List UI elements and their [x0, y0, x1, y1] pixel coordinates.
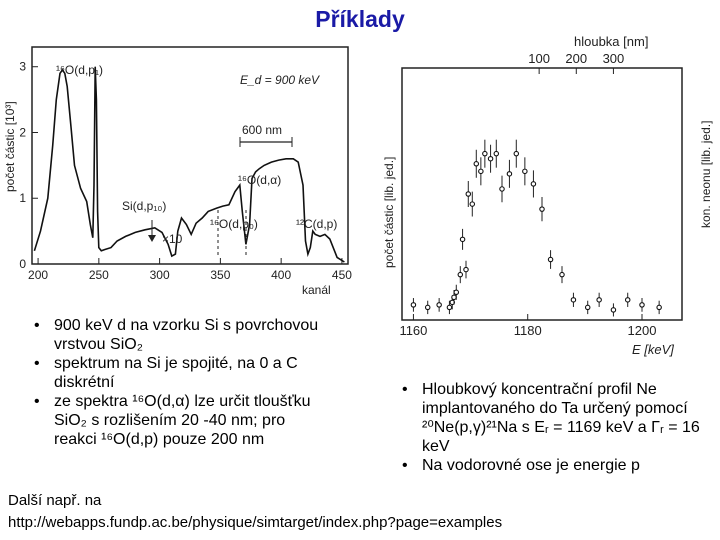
- x-axis-label: E [keV]: [632, 342, 674, 357]
- data-point: [460, 237, 464, 241]
- y-axis-label: počet částic [10³]: [3, 101, 17, 192]
- x-axis-label: kanál: [302, 283, 331, 297]
- data-point: [640, 303, 644, 307]
- reference-link[interactable]: http://webapps.fundp.ac.be/physique/simtarget/index.php?page=examples: [8, 514, 503, 531]
- x-tick-label: 1200: [627, 323, 657, 338]
- y-tick-label: 2: [19, 125, 26, 140]
- bullet-text: Na vodorovné ose je energie p: [422, 457, 640, 474]
- data-point: [464, 267, 468, 271]
- data-point: [500, 187, 504, 191]
- x-tick-label: 200: [28, 268, 49, 282]
- bullet-text: ze spektra ¹⁶O(d,α) lze určit tloušťku SiO₂ s rozlišením 20 -40 nm; pro reakci ¹⁶O(d,p) pouze 200 nm: [54, 393, 311, 448]
- x-tick-label: 350: [210, 268, 231, 282]
- top-tick-label: 100: [528, 51, 550, 66]
- bullet-item: [392, 380, 702, 456]
- data-point: [411, 303, 415, 307]
- bullet-item: [24, 392, 324, 449]
- note-text: Další např. na: [8, 492, 102, 509]
- depth-profile-plot: [362, 28, 718, 358]
- right-y-axis-label: kon. neonu [lib. jed.]: [699, 120, 713, 228]
- top-tick-label: 200: [565, 51, 588, 66]
- peak-label-c: ¹²C(d,p): [296, 217, 338, 231]
- data-point: [466, 192, 470, 196]
- arrow-head-icon: [148, 235, 156, 242]
- bullet-text: Hloubkový koncentrační profil Ne implantovaného do Ta určený pomocí ²⁰Ne(p,γ)²¹Na s Eᵣ = 1169 keV a Γᵣ = 16 keV: [422, 381, 700, 455]
- data-point: [488, 157, 492, 161]
- data-point: [657, 305, 661, 309]
- depth-profile-figure: [362, 28, 718, 358]
- data-point: [437, 303, 441, 307]
- peak-label-o-dp0: ¹⁶O(d,p₀): [210, 217, 258, 231]
- y-tick-label: 0: [19, 257, 26, 271]
- y-tick-label: 3: [19, 59, 26, 74]
- spectrum-plot: [2, 42, 358, 300]
- spectrum-curve: [34, 67, 344, 262]
- spectrum-figure: [2, 42, 358, 300]
- data-point: [540, 207, 544, 211]
- energy-label: E_d = 900 keV: [240, 73, 320, 87]
- peak-label-o-da: ¹⁶O(d,α): [238, 173, 282, 187]
- data-point: [470, 202, 474, 206]
- left-bullet-list: [24, 316, 324, 449]
- data-point: [560, 272, 564, 276]
- bullet-text: spektrum na Si je spojité, na 0 a C diskrétní: [54, 355, 298, 391]
- top-axis-label: hloubka [nm]: [574, 34, 649, 49]
- x-tick-label: 400: [271, 268, 292, 282]
- data-point: [611, 308, 615, 312]
- right-bullet-list: [392, 380, 702, 475]
- bullet-item: [24, 354, 324, 392]
- data-point: [514, 151, 518, 155]
- data-point: [483, 151, 487, 155]
- scale-label: 600 nm: [242, 123, 283, 137]
- data-point: [548, 257, 552, 261]
- data-point: [474, 162, 478, 166]
- data-point: [571, 298, 575, 302]
- data-point: [479, 169, 483, 173]
- bullet-item: [392, 456, 702, 475]
- top-tick-label: 300: [602, 51, 625, 66]
- x-tick-label: 1160: [399, 323, 428, 338]
- data-point: [586, 305, 590, 309]
- data-point: [523, 169, 527, 173]
- data-point: [531, 182, 535, 186]
- x-tick-label: 1180: [513, 323, 542, 338]
- data-point: [597, 298, 601, 302]
- bullet-text: 900 keV d na vzorku Si s povrchovou vrstvou SiO₂: [54, 317, 319, 353]
- data-point: [447, 305, 451, 309]
- peak-label-o-dp1: ¹⁶O(d,p₁): [56, 63, 103, 77]
- bullet-item: [24, 316, 324, 354]
- profile-frame: [402, 68, 682, 320]
- data-point: [626, 298, 630, 302]
- left-y-axis-label: počet částic [lib. jed.]: [382, 156, 396, 268]
- x-tick-label: 450: [331, 268, 352, 282]
- x-tick-label: 300: [149, 268, 170, 282]
- x-tick-label: 250: [88, 268, 109, 282]
- data-point: [426, 305, 430, 309]
- data-point: [494, 151, 498, 155]
- peak-label-si: Si(d,p₁₀): [122, 199, 167, 213]
- page-title: Příklady: [315, 6, 405, 32]
- reference-note: [8, 490, 718, 534]
- multiplier-label: ×10: [162, 232, 183, 246]
- data-point: [452, 295, 456, 299]
- data-point: [458, 272, 462, 276]
- y-tick-label: 1: [19, 191, 26, 206]
- data-point: [454, 290, 458, 294]
- data-point: [507, 172, 511, 176]
